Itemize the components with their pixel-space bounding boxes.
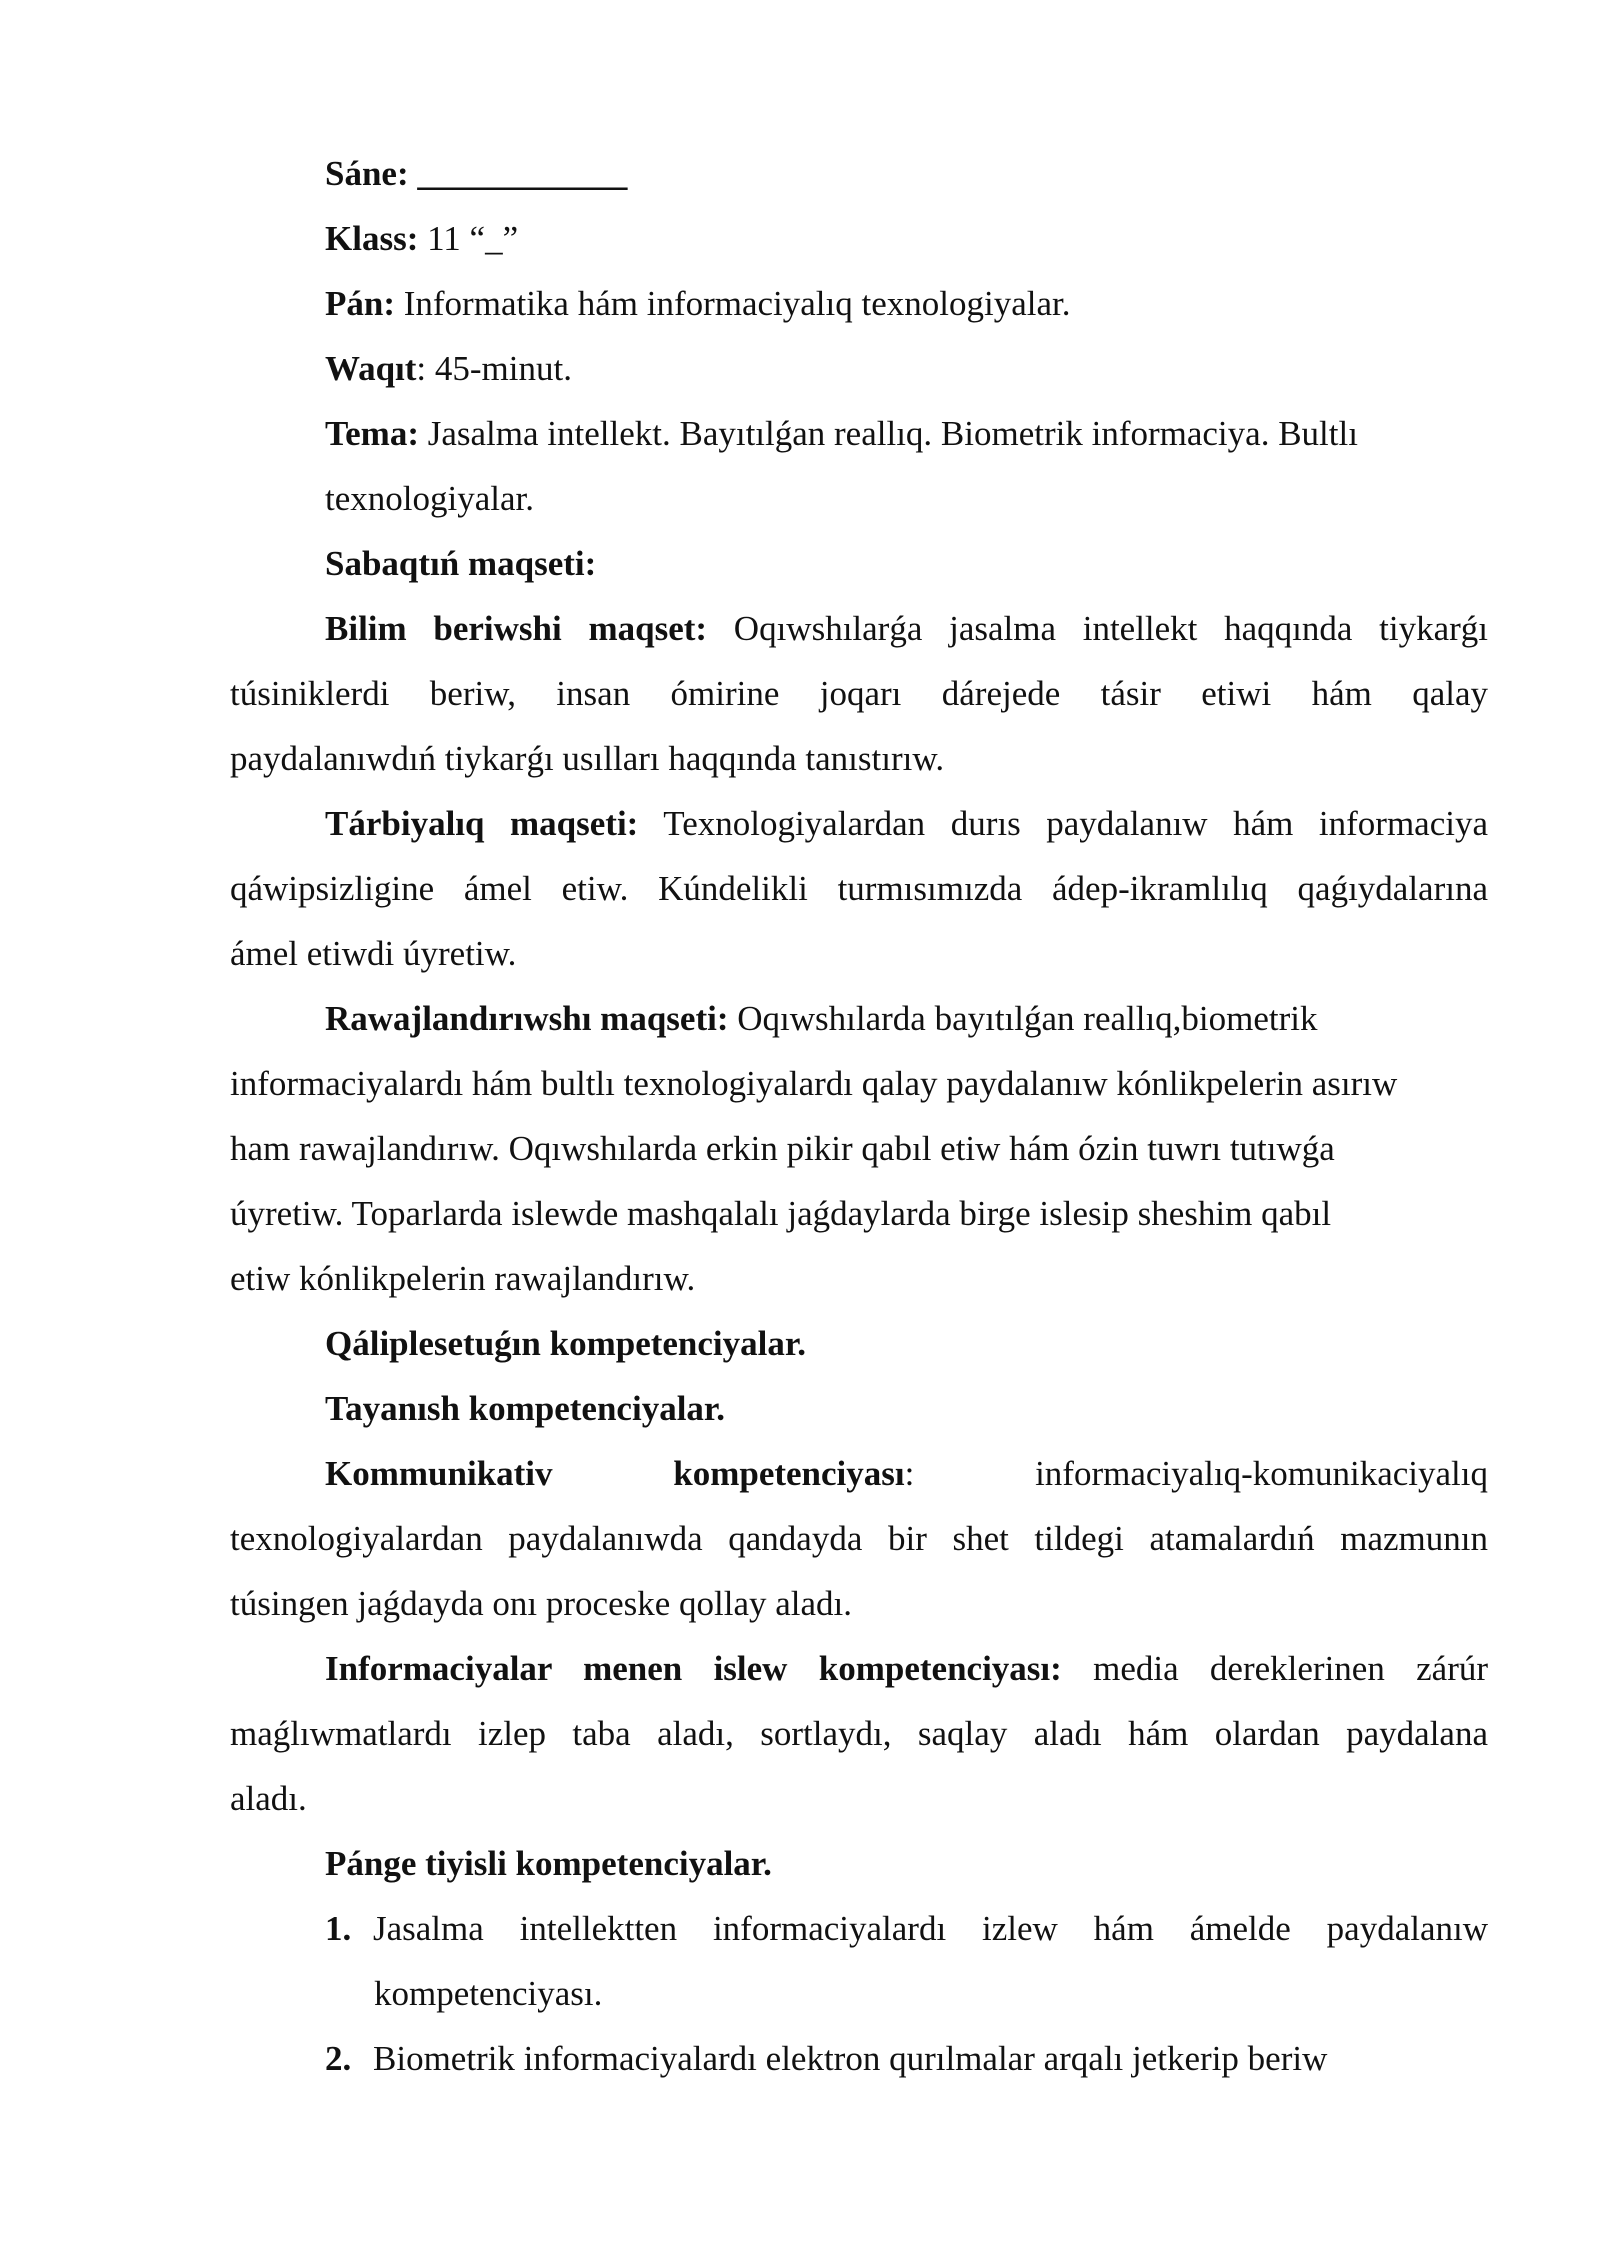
time-value: : 45-minut. <box>416 349 572 388</box>
formed-competencies-heading: Qáliplesetuǵın kompetenciyalar. <box>325 1324 806 1363</box>
list-item-continuation: kompetenciyası. <box>374 1974 603 2013</box>
date-line <box>325 152 627 196</box>
topic-value-line1: Jasalma intellekt. Bayıtılǵan reallıq. Biometrik informaciya. Bultlı <box>427 414 1358 453</box>
upbringing-goal-line2: qáwipsizligine ámel etiw. Kúndelikli turmısımızda ádep-ikramlılıq qaǵıydalarına <box>230 869 1488 908</box>
upbringing-goal-text1: Texnologiyalardan durıs paydalanıw hám informaciya <box>663 804 1489 843</box>
development-goal-line4: úyretiw. Toparlarda islewde mashqalalı jaǵdaylarda birge islesip sheshim qabıl <box>230 1194 1332 1233</box>
date-blank: ____________ <box>417 154 628 193</box>
subject-competencies-heading: Pánge tiyisli kompetenciyalar. <box>325 1844 772 1883</box>
info-competency-line3: aladı. <box>230 1779 307 1818</box>
education-goal-line2: túsiniklerdi beriw, insan ómirine joqarı dárejede tásir etiwi hám qalay <box>230 674 1488 713</box>
development-goal-line1 <box>325 997 1318 1041</box>
topic-label: Tema: <box>325 414 419 453</box>
base-competencies-heading: Tayanısh kompetenciyalar. <box>325 1389 725 1428</box>
education-goal-line1 <box>325 607 1488 651</box>
communicative-colon: : <box>904 1454 915 1493</box>
development-goal-label: Rawajlandırıwshı maqseti: <box>325 999 729 1038</box>
communicative-competency-line1 <box>325 1452 1488 1496</box>
communicative-label-word2: kompetenciyası <box>673 1454 905 1493</box>
communicative-label-word2-wrap <box>673 1454 914 1493</box>
education-goal-label: Bilim beriwshi maqset: <box>325 609 708 648</box>
date-label: Sáne: <box>325 154 409 193</box>
upbringing-goal-line1 <box>325 802 1488 846</box>
time-label: Waqıt <box>325 349 417 388</box>
communicative-text1: informaciyalıq-komunikaciyalıq <box>1035 1454 1488 1493</box>
list-item <box>325 1907 1488 1951</box>
development-goal-line3: ham rawajlandırıw. Oqıwshılarda erkin pikir qabıl etiw hám ózin tuwrı tutıwǵa <box>230 1129 1335 1168</box>
list-item-number: 1. <box>325 1909 352 1948</box>
development-goal-line2: informaciyalardı hám bultlı texnologiyalardı qalay paydalanıw kónlikpelerin asırıw <box>230 1064 1398 1103</box>
list-item-text: Jasalma intellektten informaciyalardı izlew hám ámelde paydalanıw <box>373 1909 1488 1948</box>
time-line <box>325 347 572 391</box>
topic-value-line2: texnologiyalar. <box>325 479 534 518</box>
info-competency-line2: maǵlıwmatlardı izlep taba aladı, sortlaydı, saqlay aladı hám olardan paydalana <box>230 1714 1488 1753</box>
class-line <box>325 217 518 261</box>
class-value: 11 “_” <box>427 219 519 258</box>
education-goal-line3: paydalanıwdıń tiykarǵı usılları haqqında tanıstırıw. <box>230 739 945 778</box>
list-item <box>325 2037 1327 2081</box>
communicative-competency-line2: texnologiyalardan paydalanıwda qandayda bir shet tildegi atamalardıń mazmunın <box>230 1519 1488 1558</box>
education-goal-text1: Oqıwshılarǵa jasalma intellekt haqqında tiykarǵı <box>733 609 1489 648</box>
subject-value: Informatika hám informaciyalıq texnologiyalar. <box>403 284 1071 323</box>
list-item-number: 2. <box>325 2039 352 2078</box>
subject-line <box>325 282 1070 326</box>
info-competency-label: Informaciyalar menen islew kompetenciyası: <box>325 1649 1062 1688</box>
upbringing-goal-line3: ámel etiwdi úyretiw. <box>230 934 517 973</box>
communicative-label-word1: Kommunikativ <box>325 1454 553 1493</box>
topic-line <box>325 412 1358 456</box>
communicative-competency-line3: túsingen jaǵdayda onı proceske qollay aladı. <box>230 1584 853 1623</box>
development-goal-text1: Oqıwshılarda bayıtılǵan reallıq,biometrik <box>737 999 1318 1038</box>
upbringing-goal-label: Tárbiyalıq maqseti: <box>325 804 639 843</box>
goals-heading: Sabaqtıń maqseti: <box>325 544 597 583</box>
info-competency-line1 <box>325 1647 1488 1691</box>
subject-label: Pán: <box>325 284 395 323</box>
list-item-text: Biometrik informaciyalardı elektron qurılmalar arqalı jetkerip beriw <box>373 2039 1328 2078</box>
class-label: Klass: <box>325 219 419 258</box>
development-goal-line5: etiw kónlikpelerin rawajlandırıw. <box>230 1259 696 1298</box>
info-competency-text1: media dereklerinen zárúr <box>1093 1649 1489 1688</box>
